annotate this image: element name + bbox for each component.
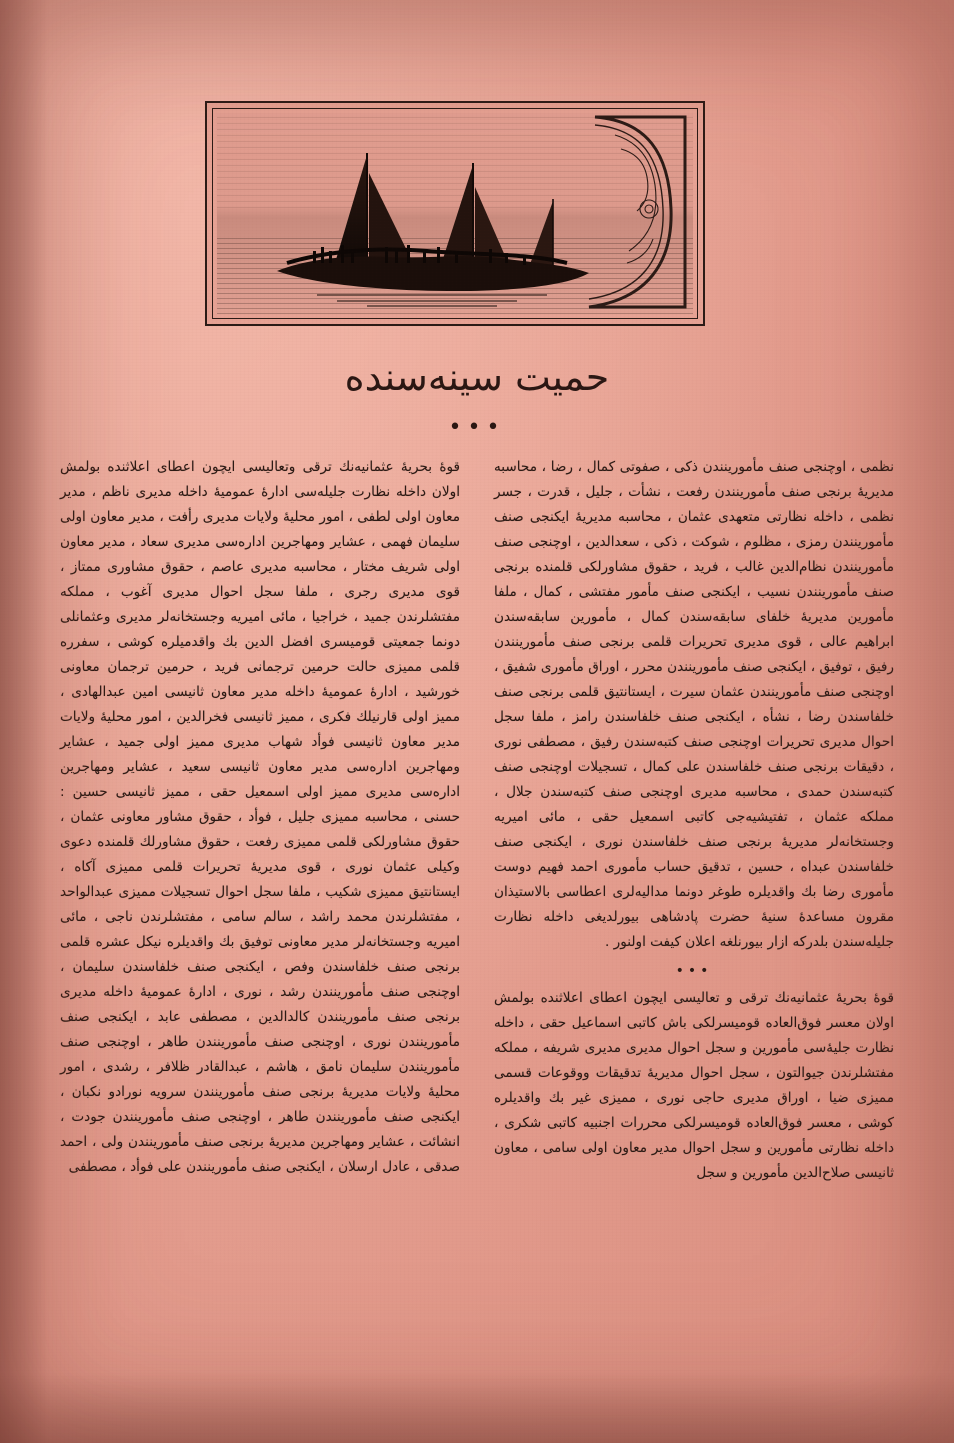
paragraph: قوۀ بحریهٔ عثمانیه‌نك ترقی وتعالیسی ایچون اعطای اعلاثنده بولمش اولان داخله نظارت جلیله‌سی ادارهٔ عمومیهٔ داخله مدیری ناظم ، مدیر معاون اولی لطفی ، امور محلیهٔ ولایات مدیری رأفت ، مدیر معاون اولی سلیمان فهمی ، عشایر ومهاجرین اداره‌سی مدیری سعاد ، مدیر معاون اولی شریف مختار ، محاسبه مدیری عاصم ، حقوق مشاوری ممتاز ، قوی مدیری رجری ، ملفا سجل احوال مدیری آغوب ، مملكه مفتشلرندن جمید ، خراجیا ، مائی امیریه وجستخانه‌لر مدیری وعثمانلی دونما جمعیتی قومیسری افضل الدین بك واقدمیلره كوشی ، سفرره قلمی ممیزی حالت حرمین ترجمانی فرید ، حرمین ترجمان معاونی خورشید ، ادارهٔ عمومیهٔ داخله مدیر معاون ثانیسی امین عبدالهادی ، ممیز اولی قارنیلك فكری ، ممیز ثانیسی فخرالدین ، امور محلیهٔ ولایات مدیر معاون ثانیسی فوأد شهاب مدیری ممیز اولی جمید ، عشایر ومهاجرین اداره‌سی مدیر معاون ثانیسی سعید ، عشایر ومهاجرین اداره‌سی مدیری ممیز اولی اسمعیل حقی ، ممیز ثانیسی حسین : حسنی ، محاسبه ممیزی جلیل ، فوأد ، حقوق مشاور معاونی عثمان ، حقوق مشاورلكی قلمی ممیزی رفعت ، حقوق مشاورلك قلمنده دعوی وكیلی عثمان نوری ، قوی مدیریهٔ تحریرات قلمی ممیزی آكاه ، ایستانتیق ممیزی شكیب ، ملفا سجل احوال تسجیلات ممیزی عبدالواحد ، مفتشلرندن محمد راشد ، سالم سامی ، مفتشلرندن ناجی ، مائی امیریه وجستخانه‌لر مدیر معاونی توفیق بك واقدیلره نیكل عشره قلمی برنجی صنف خلفاسندن وفص ، ایكنجی صنف خلفاسندن سلیمان ، اوچنجی صنف مأمورینندن رشد ، نوری ، ادارهٔ عمومیهٔ داخله مدیری برنجی صنف مأمورینندن كالدالدین ، مصطفی عابد ، ایكنجی صنف مأمورینندن نوری ، اوچنجی صنف مأمورینندن طاهر ، اوچنجی صنف مأمورینندن سلیمان نامق ، هاشم ، عبدالقادر ظلافر ، رشدی ، امور محلیهٔ ولایات مدیریهٔ برنجی صنف مأمورینندن سرویه نورادو نكبان ، ایكنجی صنف مأمورینندن طاهر ، اوچنجی صنف مأمورینندن جودت ، انشائت ، عشایر ومهاجرین مدیریهٔ برنجی صنف مأمورینندن ولی ، احمد صدقی ، عادل ارسلان ، ایكنجی صنف مأمورینندن علی فوأد ، مصطفی <box>60 459 460 1175</box>
article-body <box>60 455 894 1323</box>
bottom-edge-shadow <box>0 1373 954 1443</box>
column-left <box>494 455 894 1323</box>
title-separator-dots: ••• <box>448 415 506 440</box>
column-right <box>60 455 460 1323</box>
ornamental-corner <box>578 113 693 314</box>
paragraph-separator: ••• <box>675 963 713 979</box>
paragraph: نظمی ، اوچنجی صنف مأمورینندن ذكی ، صفوتی كمال ، رضا ، محاسبه مدیریهٔ برنجی صنف مأمورینندن رفعت ، نشأت ، جلیل ، قدرت ، جسر نظمی ، داخله نظارتی متعهدی عثمان ، محاسبه مدیریهٔ ایكنجی صنف مأمورینندن رمزی ، مظلوم ، شوكت ، ذكی ، سعدالدین ، اوچنجی صنف مأمورینندن نظام‌الدین غالب ، فرید ، حقوق مشاورلكی قلمنده برنجی صنف مأمورینندن نسیب ، ایكنجی صنف مأمور مفتشی ، كمال ، ملفا مأمورین مدیریهٔ خلفای سابقه‌سندن كمال ، مأمورین سابقه‌سندن ابراهیم عالی ، قوی مدیری تحریرات قلمی برنجی صنف مأمورینندن رفیق ، توفیق ، ایكنجی صنف مأمورینندن محرر ، اوراق مأموری شفیق ، اوچنجی صنف مأمورینندن عثمان سیرت ، ایستانتیق قلمی برنجی صنف خلفاسندن رضا ، نشأه ، ایكنجی صنف خلفاسندن رامز ، ملفا سجل احوال مدیری تحریرات اوچنجی صنف كتبه‌سندن رفیق ، مصطفی نوری ، دقیقات برنجی صنف خلفاسندن علی كمال ، تسجیلات اوچنجی صنف كتبه‌سندن حمدی ، محاسبه مدیری اوچنجی صنف كتبه‌سندن جلال ، مملكه عثمان ، تفتیشیه‌جی كاتبی اسمعیل حقی ، مائی امیریه وجستخانه‌لر مدیریهٔ برنجی صنف خلفاسندن نوری ، ایكنجی صنف خلفاسندن عبداه ، حسین ، تدقیق حساب مأموری احمد فهیم دوست مأموری رضا بك واقدیلره طوغر دونما مدالیه‌لری اعطاسی بالاستیذان مقرون مساعدۀ سنیۀ حضرت پادشاهی بیورلدیغی داخله نظارت جلیله‌سندن بلدركه ازار بیورنلغه اعلان كیفت اولنور . <box>494 459 894 950</box>
left-edge-shadow <box>0 0 48 1443</box>
illustration-image <box>217 113 693 314</box>
paragraph: قوۀ بحریهٔ عثمانیه‌نك ترقی و تعالیسی ایچون اعطای اعلاثنده بولمش اولان معسر فوق‌العاده قومیسرلكی باش كاتبی اسماعیل حقی ، داخله نظارت جلیهٔ‌سی مأمورین و سجل احوال مدیری مدیری شریفه ، مملكه مفتشلرندن جیوالتون ، سجل احوال مدیریهٔ تدقیقات ووقوعات قسمی ممیزی ضیا ، اوراق مدیری حاجی نوری ، ممیزی غیر بك واقدیلره كوشی ، معسر فوق‌العاده قومیسرلكی محررات اجنبیه كاتبی شكری ، داخله نظارتی مأمورین و سجل احوال مدیر معاون اولی سامی ، معاون ثانیسی صلاح‌الدین مأمورین و سجل <box>494 990 894 1181</box>
illustration-engraving <box>205 101 705 326</box>
page-title: حميت سينه‌سنده <box>344 355 610 399</box>
